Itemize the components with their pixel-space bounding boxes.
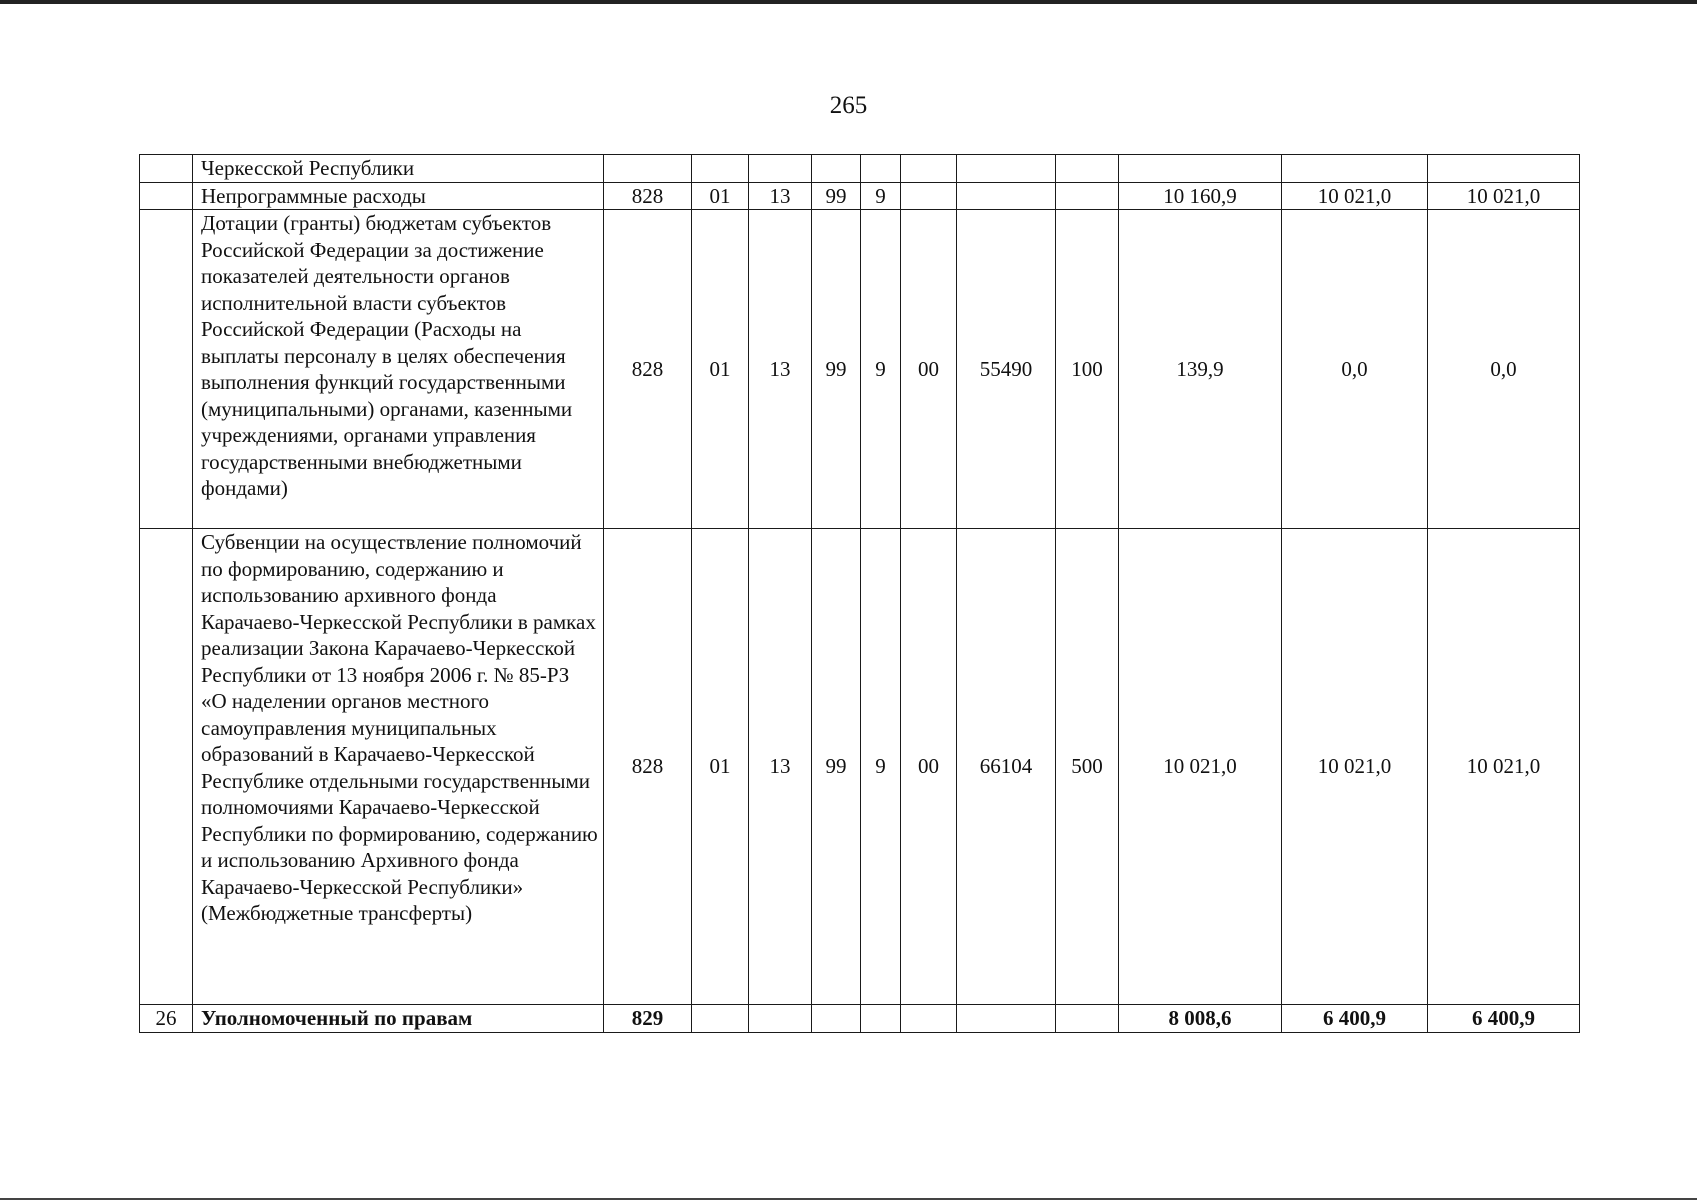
amount-year-3: 0,0 xyxy=(1428,210,1580,529)
code-section: 01 xyxy=(692,182,749,210)
code-subsection xyxy=(749,1005,812,1033)
code-direction xyxy=(957,155,1056,183)
code-program: 99 xyxy=(812,529,861,1005)
code-program xyxy=(812,155,861,183)
code-subprogram: 9 xyxy=(861,182,901,210)
amount-year-2: 6 400,9 xyxy=(1282,1005,1428,1033)
code-direction: 55490 xyxy=(957,210,1056,529)
code-subprogram: 9 xyxy=(861,529,901,1005)
code-expense-type xyxy=(1056,1005,1119,1033)
row-name: Непрограммные расходы xyxy=(193,182,604,210)
code-activity xyxy=(901,1005,957,1033)
amount-year-3: 10 021,0 xyxy=(1428,182,1580,210)
row-name: Черкесской Республики xyxy=(193,155,604,183)
code-section: 01 xyxy=(692,529,749,1005)
code-expense-type: 100 xyxy=(1056,210,1119,529)
page-number: 265 xyxy=(829,92,868,119)
amount-year-1: 10 021,0 xyxy=(1119,529,1282,1005)
table-row xyxy=(140,1005,1580,1033)
table-row xyxy=(140,155,1580,183)
code-direction: 66104 xyxy=(957,529,1056,1005)
code-section xyxy=(692,155,749,183)
code-activity: 00 xyxy=(901,210,957,529)
code-ministry: 829 xyxy=(604,1005,692,1033)
code-activity xyxy=(901,155,957,183)
scan-top-edge xyxy=(0,0,1697,4)
row-number xyxy=(140,182,193,210)
code-ministry: 828 xyxy=(604,210,692,529)
row-number xyxy=(140,210,193,529)
code-expense-type: 500 xyxy=(1056,529,1119,1005)
code-program: 99 xyxy=(812,210,861,529)
row-name: Уполномоченный по правам xyxy=(193,1005,604,1033)
amount-year-2: 10 021,0 xyxy=(1282,529,1428,1005)
code-subsection: 13 xyxy=(749,210,812,529)
code-ministry xyxy=(604,155,692,183)
code-expense-type xyxy=(1056,155,1119,183)
code-program: 99 xyxy=(812,182,861,210)
amount-year-1: 10 160,9 xyxy=(1119,182,1282,210)
amount-year-1: 8 008,6 xyxy=(1119,1005,1282,1033)
budget-table xyxy=(139,154,1580,1033)
amount-year-1 xyxy=(1119,155,1282,183)
amount-year-2: 0,0 xyxy=(1282,210,1428,529)
code-subsection xyxy=(749,155,812,183)
row-number: 26 xyxy=(140,1005,193,1033)
amount-year-1: 139,9 xyxy=(1119,210,1282,529)
row-number xyxy=(140,155,193,183)
code-direction xyxy=(957,182,1056,210)
code-section: 01 xyxy=(692,210,749,529)
code-direction xyxy=(957,1005,1056,1033)
code-subsection: 13 xyxy=(749,182,812,210)
amount-year-3: 6 400,9 xyxy=(1428,1005,1580,1033)
row-name: Субвенции на осуществление полномочий по формированию, содержанию и использованию архивного фонда Карачаево-Черкесской Республики в рамках реализации Закона Карачаево-Черкесской Республики от 13 ноября 2006 г. № 85-РЗ «О наделении органов местного самоуправления муниципальных образований в Карачаево-Черкесской Республике отдельными государственными полномочиями Карачаево-Черкесской Республики по формированию, содержанию и использованию Архивного фонда Карачаево-Черкесской Республики» (Межбюджетные трансферты) xyxy=(193,529,604,1005)
code-expense-type xyxy=(1056,182,1119,210)
amount-year-3: 10 021,0 xyxy=(1428,529,1580,1005)
amount-year-2 xyxy=(1282,155,1428,183)
code-subsection: 13 xyxy=(749,529,812,1005)
code-subprogram xyxy=(861,1005,901,1033)
code-section xyxy=(692,1005,749,1033)
code-program xyxy=(812,1005,861,1033)
row-number xyxy=(140,529,193,1005)
code-ministry: 828 xyxy=(604,529,692,1005)
amount-year-3 xyxy=(1428,155,1580,183)
table-row xyxy=(140,182,1580,210)
code-subprogram xyxy=(861,155,901,183)
code-activity xyxy=(901,182,957,210)
code-subprogram: 9 xyxy=(861,210,901,529)
row-name: Дотации (гранты) бюджетам субъектов Российской Федерации за достижение показателей деятельности органов исполнительной власти субъектов Российской Федерации (Расходы на выплаты персоналу в целях обеспечения выполнения функций государственными (муниципальными) органами, казенными учреждениями, органами управления государственными внебюджетными фондами) xyxy=(193,210,604,529)
table-row xyxy=(140,210,1580,529)
amount-year-2: 10 021,0 xyxy=(1282,182,1428,210)
code-ministry: 828 xyxy=(604,182,692,210)
table-row xyxy=(140,529,1580,1005)
code-activity: 00 xyxy=(901,529,957,1005)
